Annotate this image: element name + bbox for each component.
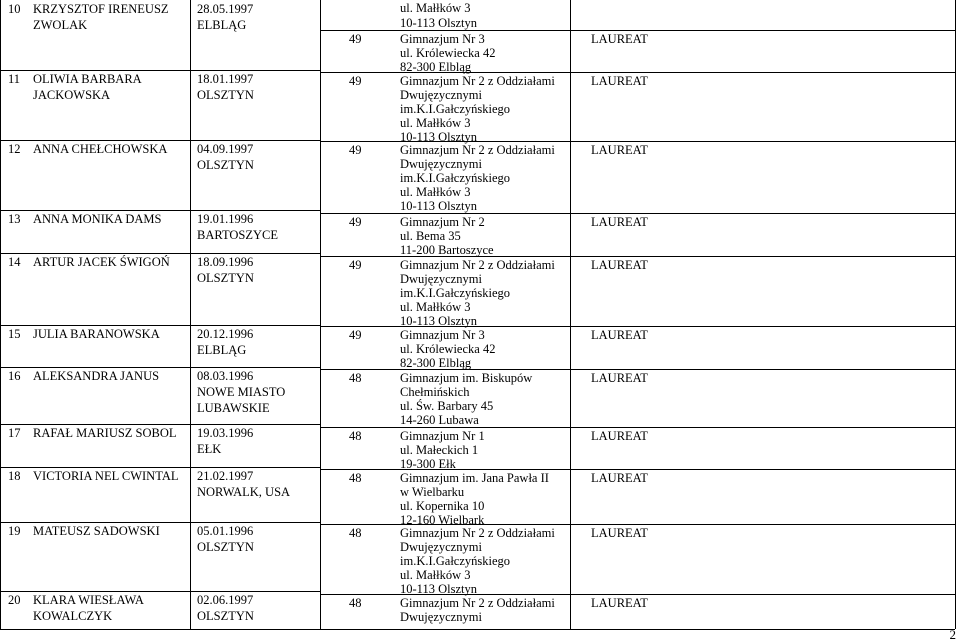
row-number: 12 [8,142,21,156]
school-line: ul. Małeckich 1 [400,443,479,457]
school-line: 10-113 Olsztyn [400,314,477,328]
student-name: VICTORIA NEL CWINTAL [33,469,179,483]
school-line: 10-113 Olsztyn [400,582,477,596]
row-number: 18 [8,469,21,483]
student-name: KRZYSZTOF IRENEUSZ [33,2,169,16]
student-name: RAFAŁ MARIUSZ SOBOL [33,426,177,440]
row-divider [0,424,320,425]
birth-date: 21.02.1997 [197,469,254,483]
school-line: ul. Małłków 3 [400,568,471,582]
school-line: Gimnazjum Nr 2 z Oddziałami [400,143,555,157]
result-label: LAUREAT [591,32,648,46]
birth-date: 08.03.1996 [197,369,254,383]
school-line: 12-160 Wielbark [400,513,485,527]
row-number: 19 [8,524,21,538]
school-line: ul. Małłków 3 [400,300,471,314]
score: 48 [349,471,362,485]
score: 49 [349,143,362,157]
result-label: LAUREAT [591,596,648,610]
row-divider [0,629,320,630]
row-divider [0,591,320,592]
student-name: ARTUR JACEK ŚWIGOŃ [33,255,170,269]
score: 49 [349,32,362,46]
school-line: 82-300 Elbląg [400,356,472,370]
result-label: LAUREAT [591,215,648,229]
student-name: JULIA BARANOWSKA [33,327,160,341]
school-line: Gimnazjum im. Biskupów [400,371,533,385]
school-line: im.K.I.Gałczyńskiego [400,171,511,185]
birth-place: ELBLĄG [197,18,247,32]
score: 49 [349,215,362,229]
student-name: KOWALCZYK [33,609,113,623]
school-line: im.K.I.Gałczyńskiego [400,102,511,116]
table-border [570,0,571,629]
school-address: 10-113 Olsztyn [400,16,477,30]
school-line: Chełmińskich [400,385,470,399]
row-divider [0,325,320,326]
row-number: 10 [8,2,21,16]
result-label: LAUREAT [591,526,648,540]
row-divider [0,467,320,468]
school-line: 19-300 Ełk [400,457,456,471]
score: 49 [349,258,362,272]
school-line: Gimnazjum Nr 2 z Oddziałami [400,596,555,610]
school-line: Gimnazjum im. Jana Pawła II [400,471,549,485]
table-border [955,0,956,629]
school-line: im.K.I.Gałczyńskiego [400,554,511,568]
school-line: Gimnazjum Nr 2 z Oddziałami [400,258,555,272]
result-label: LAUREAT [591,74,648,88]
school-line: ul. Królewiecka 42 [400,342,496,356]
table-border [320,0,321,629]
row-divider [320,629,955,630]
school-line: Gimnazjum Nr 3 [400,32,485,46]
row-number: 15 [8,327,21,341]
birth-place: BARTOSZYCE [197,228,278,242]
row-divider [0,70,320,71]
school-line: Gimnazjum Nr 2 [400,215,485,229]
row-number: 17 [8,426,21,440]
school-line: ul. Kopernika 10 [400,499,485,513]
row-number: 14 [8,255,21,269]
page-number: 2 [949,627,956,642]
score: 48 [349,526,362,540]
student-name: ZWOLAK [33,18,88,32]
school-line: Dwujęzycznymi [400,540,482,554]
school-line: 10-113 Olsztyn [400,199,477,213]
row-number: 16 [8,369,21,383]
row-divider [0,522,320,523]
birth-date: 04.09.1997 [197,142,254,156]
row-divider [0,210,320,211]
birth-date: 19.03.1996 [197,426,254,440]
student-name: KLARA WIESŁAWA [33,593,144,607]
school-line: w Wielbarku [400,485,465,499]
student-name: ANNA CHEŁCHOWSKA [33,142,168,156]
score: 48 [349,429,362,443]
school-address: ul. Małłków 3 [400,1,471,15]
birth-place: OLSZTYN [197,271,254,285]
row-number: 11 [8,72,21,86]
score: 48 [349,596,362,610]
table-border [190,0,191,629]
school-line: ul. Królewiecka 42 [400,46,496,60]
student-name: ALEKSANDRA JANUS [33,369,160,383]
school-line: ul. Małłków 3 [400,116,471,130]
score: 49 [349,328,362,342]
result-label: LAUREAT [591,143,648,157]
school-line: 10-113 Olsztyn [400,130,477,144]
school-line: Gimnazjum Nr 2 z Oddziałami [400,74,555,88]
birth-date: 20.12.1996 [197,327,254,341]
row-number: 20 [8,593,21,607]
birth-place: OLSZTYN [197,540,254,554]
school-line: ul. Bema 35 [400,229,461,243]
birth-place: EŁK [197,442,222,456]
result-label: LAUREAT [591,429,648,443]
birth-place: ELBLĄG [197,343,247,357]
school-line: ul. Małłków 3 [400,185,471,199]
birth-date: 18.09.1996 [197,255,254,269]
school-line: 82-300 Elbląg [400,60,472,74]
birth-date: 02.06.1997 [197,593,254,607]
school-line: 11-200 Bartoszyce [400,243,494,257]
birth-place: LUBAWSKIE [197,401,270,415]
student-name: JACKOWSKA [33,88,111,102]
student-name: MATEUSZ SADOWSKI [33,524,160,538]
birth-place: NOWE MIASTO [197,385,286,399]
birth-place: OLSZTYN [197,88,254,102]
birth-place: NORWALK, USA [197,485,291,499]
score: 49 [349,74,362,88]
row-divider [0,367,320,368]
school-line: Dwujęzycznymi [400,157,482,171]
school-line: Gimnazjum Nr 1 [400,429,485,443]
result-label: LAUREAT [591,471,648,485]
birth-date: 28.05.1997 [197,2,254,16]
student-name: ANNA MONIKA DAMS [33,212,162,226]
table-border [0,0,1,629]
school-line: 14-260 Lubawa [400,413,479,427]
birth-date: 19.01.1996 [197,212,254,226]
birth-date: 05.01.1996 [197,524,254,538]
school-line: Dwujęzycznymi [400,88,482,102]
result-label: LAUREAT [591,371,648,385]
row-number: 13 [8,212,21,226]
birth-date: 18.01.1997 [197,72,254,86]
birth-place: OLSZTYN [197,158,254,172]
row-divider [0,140,320,141]
result-label: LAUREAT [591,258,648,272]
school-line: Gimnazjum Nr 2 z Oddziałami [400,526,555,540]
school-line: Dwujęzycznymi [400,272,482,286]
row-divider [0,253,320,254]
result-label: LAUREAT [591,328,648,342]
school-line: Dwujęzycznymi [400,610,482,624]
school-line: ul. Św. Barbary 45 [400,399,494,413]
school-line: Gimnazjum Nr 3 [400,328,485,342]
score: 48 [349,371,362,385]
student-name: OLIWIA BARBARA [33,72,142,86]
school-line: im.K.I.Gałczyńskiego [400,286,511,300]
birth-place: OLSZTYN [197,609,254,623]
